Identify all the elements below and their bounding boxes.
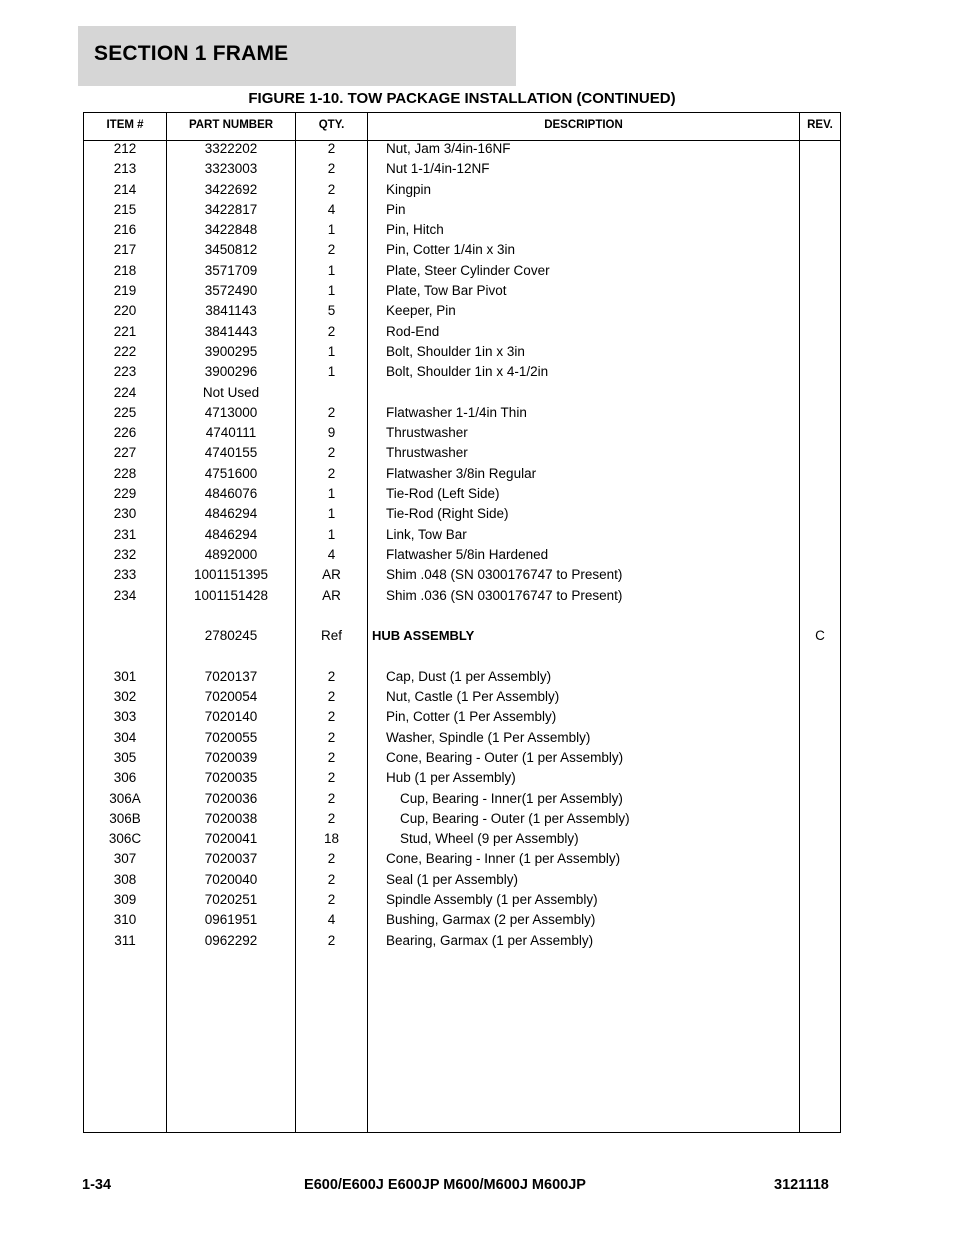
item-number-cell: 222 xyxy=(113,343,137,359)
quantity-cell: AR xyxy=(322,587,341,603)
table-row xyxy=(84,626,840,646)
part-number-cell: 3422692 xyxy=(204,181,258,197)
table-row xyxy=(84,322,840,342)
section-title: SECTION 1 FRAME xyxy=(94,42,289,65)
table-row xyxy=(84,220,840,240)
part-number-cell: 7020055 xyxy=(204,729,258,745)
table-row xyxy=(84,687,840,707)
quantity-cell: 2 xyxy=(327,689,336,705)
table-row xyxy=(84,464,840,484)
quantity-cell: 2 xyxy=(327,181,336,197)
table-row xyxy=(84,789,840,809)
part-number-cell: 7020137 xyxy=(204,668,258,684)
item-number-cell: 311 xyxy=(114,932,136,948)
description-cell: HUB ASSEMBLY xyxy=(372,628,475,644)
table-row xyxy=(84,707,840,727)
quantity-cell: 2 xyxy=(327,770,336,786)
table-row xyxy=(84,423,840,443)
header-description: DESCRIPTION xyxy=(544,119,623,131)
description-cell: Hub (1 per Assembly) xyxy=(386,770,516,786)
item-number-cell: 214 xyxy=(113,181,137,197)
quantity-cell: 1 xyxy=(327,364,336,380)
description-cell: Tie-Rod (Right Side) xyxy=(386,506,509,522)
item-number-cell: 306 xyxy=(113,770,137,786)
table-row xyxy=(84,910,840,930)
quantity-cell: 2 xyxy=(327,161,336,177)
part-number-cell: 3841143 xyxy=(205,303,257,319)
item-number-cell: 219 xyxy=(113,283,137,299)
quantity-cell: 2 xyxy=(327,790,336,806)
item-number-cell: 227 xyxy=(113,445,137,461)
part-number-cell: 3900296 xyxy=(204,364,258,380)
part-number-cell: 3900295 xyxy=(204,343,258,359)
part-number-cell: 4846076 xyxy=(204,486,258,502)
table-row xyxy=(84,606,840,626)
description-cell: Tie-Rod (Left Side) xyxy=(386,486,500,502)
part-number-cell: 7020037 xyxy=(204,851,258,867)
part-number-cell: 1001151395 xyxy=(193,567,269,583)
description-cell: Washer, Spindle (1 Per Assembly) xyxy=(386,729,591,745)
quantity-cell: 2 xyxy=(327,810,336,826)
table-row xyxy=(84,870,840,890)
part-number-cell: 2780245 xyxy=(204,628,258,644)
description-cell: Keeper, Pin xyxy=(386,303,456,319)
part-number-cell: 3450812 xyxy=(204,242,258,258)
part-number-cell: 4740155 xyxy=(204,445,258,461)
quantity-cell: 1 xyxy=(327,526,336,542)
table-row xyxy=(84,261,840,281)
quantity-cell: 1 xyxy=(327,506,336,522)
item-number-cell: 231 xyxy=(113,526,137,542)
item-number-cell: 301 xyxy=(113,668,137,684)
document-number: 3121118 xyxy=(774,1177,829,1193)
item-number-cell: 233 xyxy=(113,567,137,583)
quantity-cell: 2 xyxy=(327,729,336,745)
item-number-cell: 213 xyxy=(113,161,137,177)
table-row xyxy=(84,565,840,585)
description-cell: Kingpin xyxy=(386,181,432,197)
description-cell: Flatwasher 3/8in Regular xyxy=(386,465,537,481)
part-number-cell: 0961951 xyxy=(204,912,258,928)
quantity-cell: 2 xyxy=(327,465,336,481)
part-number-cell: 7020040 xyxy=(204,871,258,887)
quantity-cell: Ref xyxy=(320,628,342,644)
item-number-cell: 221 xyxy=(113,323,137,339)
table-row xyxy=(84,200,840,220)
item-number-cell: 228 xyxy=(113,465,137,481)
page-number: 1-34 xyxy=(82,1177,112,1193)
quantity-cell: 2 xyxy=(327,709,336,725)
section-banner xyxy=(78,26,516,86)
header-part-number: PART NUMBER xyxy=(188,119,274,131)
part-number-cell: 0962292 xyxy=(204,932,258,948)
quantity-cell: 18 xyxy=(323,831,340,847)
description-cell: Bolt, Shoulder 1in x 3in xyxy=(386,343,525,359)
description-cell: Rod-End xyxy=(386,323,440,339)
part-number-cell: 7020251 xyxy=(204,891,258,907)
table-row xyxy=(84,849,840,869)
item-number-cell: 223 xyxy=(113,364,137,380)
description-cell: Cone, Bearing - Outer (1 per Assembly) xyxy=(386,749,624,765)
item-number-cell: 234 xyxy=(113,587,137,603)
part-number-cell: 1001151428 xyxy=(193,587,269,603)
table-row xyxy=(84,362,840,382)
part-number-cell: 7020140 xyxy=(204,709,258,725)
item-number-cell: 305 xyxy=(113,749,137,765)
table-row xyxy=(84,829,840,849)
description-cell: Stud, Wheel (9 per Assembly) xyxy=(400,831,579,847)
description-cell: Pin, Hitch xyxy=(386,222,444,238)
item-number-cell: 224 xyxy=(113,384,137,400)
table-row xyxy=(84,159,840,179)
item-number-cell: 216 xyxy=(113,222,137,238)
figure-title: FIGURE 1-10. TOW PACKAGE INSTALLATION (CONTINUED) xyxy=(248,90,676,107)
quantity-cell: 2 xyxy=(327,323,336,339)
description-cell: Spindle Assembly (1 per Assembly) xyxy=(386,891,598,907)
item-number-cell: 306C xyxy=(108,831,142,847)
description-cell: Cone, Bearing - Inner (1 per Assembly) xyxy=(386,851,621,867)
quantity-cell: 4 xyxy=(327,546,336,562)
quantity-cell: 1 xyxy=(327,262,336,278)
table-row xyxy=(84,383,840,403)
part-number-cell: Not Used xyxy=(202,384,260,400)
description-cell: Thrustwasher xyxy=(386,445,468,461)
table-row xyxy=(84,443,840,463)
description-cell: Bolt, Shoulder 1in x 4-1/2in xyxy=(386,364,549,380)
description-cell: Cup, Bearing - Inner(1 per Assembly) xyxy=(400,790,623,806)
table-row xyxy=(84,484,840,504)
quantity-cell: 2 xyxy=(327,404,336,420)
table-row xyxy=(84,281,840,301)
part-number-cell: 3322202 xyxy=(204,141,258,156)
table-row xyxy=(84,403,840,423)
part-number-cell: 4713000 xyxy=(204,404,258,420)
part-number-cell: 3422848 xyxy=(204,222,258,238)
item-number-cell: 217 xyxy=(113,242,137,258)
quantity-cell: 2 xyxy=(327,141,336,156)
item-number-cell: 304 xyxy=(113,729,137,745)
table-row xyxy=(84,342,840,362)
table-row xyxy=(84,728,840,748)
item-number-cell: 212 xyxy=(113,141,137,156)
quantity-cell: 1 xyxy=(327,283,336,299)
description-cell: Shim .036 (SN 0300176747 to Present) xyxy=(386,587,623,603)
part-number-cell: 4846294 xyxy=(204,526,258,542)
quantity-cell: 2 xyxy=(327,871,336,887)
header-item: ITEM # xyxy=(106,119,144,131)
quantity-cell: 2 xyxy=(327,932,336,948)
revision-cell: C xyxy=(815,628,825,644)
table-body xyxy=(84,139,840,951)
item-number-cell: 232 xyxy=(113,546,137,562)
description-cell: Nut, Jam 3/4in-16NF xyxy=(386,141,511,156)
part-number-cell: 3572490 xyxy=(204,283,258,299)
table-row xyxy=(84,139,840,159)
description-cell: Nut 1-1/4in-12NF xyxy=(386,161,490,177)
description-cell: Pin, Cotter 1/4in x 3in xyxy=(386,242,516,258)
table-row xyxy=(84,890,840,910)
part-number-cell: 7020038 xyxy=(204,810,258,826)
description-cell: Bushing, Garmax (2 per Assembly) xyxy=(386,912,596,928)
item-number-cell: 309 xyxy=(113,891,137,907)
quantity-cell: 2 xyxy=(327,749,336,765)
description-cell: Pin xyxy=(386,201,406,217)
header-rev: REV. xyxy=(807,119,833,131)
table-row xyxy=(84,504,840,524)
item-number-cell: 307 xyxy=(113,851,137,867)
part-number-cell: 3323003 xyxy=(204,161,258,177)
description-cell: Nut, Castle (1 Per Assembly) xyxy=(386,689,560,705)
part-number-cell: 3571709 xyxy=(204,262,258,278)
part-number-cell: 7020054 xyxy=(204,689,258,705)
description-cell: Thrustwasher xyxy=(386,425,468,441)
description-cell: Pin, Cotter (1 Per Assembly) xyxy=(386,709,557,725)
table-row xyxy=(84,768,840,788)
part-number-cell: 4751600 xyxy=(204,465,258,481)
table-row xyxy=(84,748,840,768)
table-row xyxy=(84,240,840,260)
parts-table xyxy=(83,112,841,1133)
description-cell: Plate, Tow Bar Pivot xyxy=(386,283,507,299)
table-row xyxy=(84,931,840,951)
table-row xyxy=(84,667,840,687)
item-number-cell: 215 xyxy=(113,201,137,217)
quantity-cell: 2 xyxy=(327,891,336,907)
item-number-cell: 225 xyxy=(113,404,137,420)
part-number-cell: 3841443 xyxy=(204,323,258,339)
quantity-cell: AR xyxy=(322,567,341,583)
quantity-cell: 1 xyxy=(327,222,336,238)
item-number-cell: 306A xyxy=(109,790,141,806)
model-list: E600/E600J E600JP M600/M600J M600JP xyxy=(304,1177,586,1193)
quantity-cell: 4 xyxy=(327,201,336,217)
description-cell: Seal (1 per Assembly) xyxy=(386,871,519,887)
description-cell: Flatwasher 1-1/4in Thin xyxy=(386,404,527,420)
part-number-cell: 7020039 xyxy=(204,749,258,765)
quantity-cell: 2 xyxy=(327,668,336,684)
item-number-cell: 229 xyxy=(113,486,137,502)
table-row xyxy=(84,180,840,200)
item-number-cell: 226 xyxy=(113,425,137,441)
part-number-cell: 3422817 xyxy=(204,201,258,217)
header-qty: QTY. xyxy=(318,119,345,131)
item-number-cell: 306B xyxy=(109,810,141,826)
item-number-cell: 303 xyxy=(113,709,137,725)
part-number-cell: 4740111 xyxy=(205,425,257,441)
quantity-cell: 2 xyxy=(327,242,336,258)
quantity-cell: 1 xyxy=(327,343,336,359)
item-number-cell: 308 xyxy=(113,871,137,887)
description-cell: Shim .048 (SN 0300176747 to Present) xyxy=(386,567,623,583)
quantity-cell: 5 xyxy=(327,303,336,319)
table-row xyxy=(84,301,840,321)
table-row xyxy=(84,545,840,565)
part-number-cell: 7020036 xyxy=(204,790,258,806)
description-cell: Flatwasher 5/8in Hardened xyxy=(386,546,549,562)
part-number-cell: 7020035 xyxy=(204,770,258,786)
part-number-cell: 4846294 xyxy=(204,506,258,522)
description-cell: Plate, Steer Cylinder Cover xyxy=(386,262,550,278)
quantity-cell: 1 xyxy=(327,486,336,502)
description-cell: Cap, Dust (1 per Assembly) xyxy=(386,668,552,684)
quantity-cell: 4 xyxy=(327,912,336,928)
table-row xyxy=(84,586,840,606)
table-row xyxy=(84,809,840,829)
description-cell: Cup, Bearing - Outer (1 per Assembly) xyxy=(400,810,630,826)
item-number-cell: 310 xyxy=(113,912,137,928)
item-number-cell: 302 xyxy=(113,689,137,705)
quantity-cell: 2 xyxy=(327,445,336,461)
quantity-cell: 2 xyxy=(327,851,336,867)
item-number-cell: 230 xyxy=(113,506,137,522)
item-number-cell: 218 xyxy=(113,262,137,278)
table-row xyxy=(84,646,840,666)
description-cell: Bearing, Garmax (1 per Assembly) xyxy=(386,932,594,948)
description-cell: Link, Tow Bar xyxy=(386,526,467,542)
part-number-cell: 7020041 xyxy=(204,831,258,847)
part-number-cell: 4892000 xyxy=(204,546,258,562)
table-row xyxy=(84,525,840,545)
item-number-cell: 220 xyxy=(113,303,137,319)
quantity-cell: 9 xyxy=(327,425,336,441)
